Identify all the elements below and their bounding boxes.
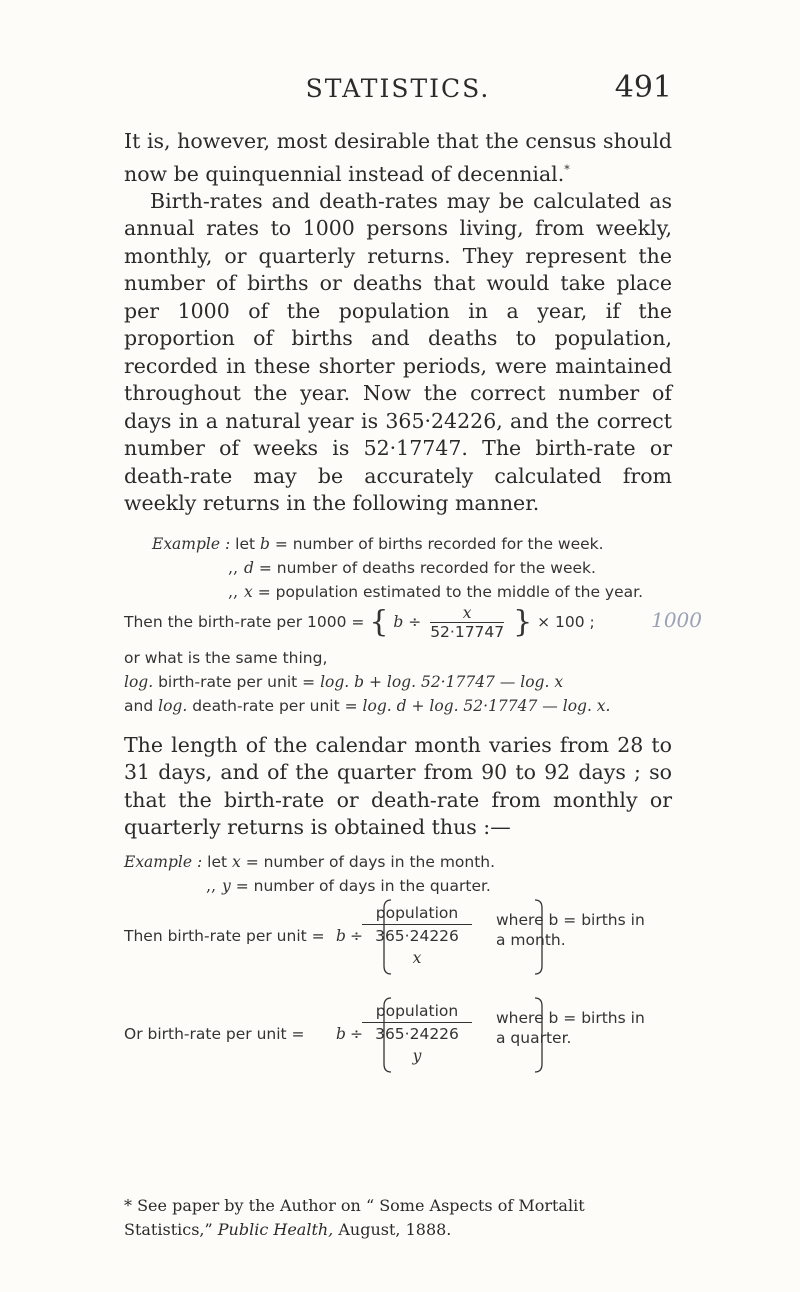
example-monthly <box>124 850 672 1078</box>
example-row: ,, y = number of days in the quarter. <box>206 876 491 895</box>
example-label: Example : <box>124 852 203 871</box>
quarterly-formula: Or birth-rate per unit = b ÷ population 365·24226 y where b = births in a quarter. <box>124 996 672 1078</box>
log-birth-rate: log. birth-rate per unit = log. b + log. 52·17747 — log. x <box>124 672 564 691</box>
alt-lead: or what is the same thing, <box>124 648 328 667</box>
footnote-marker: * <box>564 162 570 176</box>
footnote-marker: * <box>124 1196 132 1215</box>
monthly-formula: Then birth-rate per unit = b ÷ population 365·24226 x where b = births in a month. <box>124 898 672 980</box>
log-death-rate: and log. death-rate per unit = log. d + log. 52·17747 — log. x. <box>124 696 611 715</box>
formula-fraction: population 365·24226 x <box>362 902 472 969</box>
paragraph-census: It is, however, most desirable that the census should now be quinquennial instead of decennial.* <box>124 129 672 186</box>
example-row: ,, x = population estimated to the middle of the year. <box>228 582 644 601</box>
paragraph-rates: Birth-rates and death-rates may be calculated as annual rates to 1000 persons living, from weekly, monthly, or quarterly returns. They represent the number of births or deaths that would take place per 1000 of the population in a year, if the proportion of births and deaths to population, recorded in these shorter periods, were maintained throughout the year. Now the correct number of days in a natural year is 365·24226, and the correct number of weeks is 52·17747. The birth-rate or death-rate may be accurately calculated from weekly returns in the following manner. <box>124 188 672 516</box>
journal-title: Public Health, <box>217 1220 334 1239</box>
birth-rate-formula: Then the birth-rate per 1000 = { b ÷ $\frac{x}{52\cdot 17747}$ } × 100 ; 1000 <box>124 603 702 641</box>
paragraph-calendar: The length of the calendar month varies from 28 to 31 days, and of the quarter from 90 to 92 days ; so that the birth-rate or death-rate from monthly or quarterly returns is obtained thus :— <box>124 732 672 840</box>
example-row: Example : let b = number of births recorded for the week. <box>152 534 604 553</box>
example-row: Example : let x = number of days in the month. <box>124 852 496 871</box>
formula-fraction: population 365·24226 y <box>362 1000 472 1067</box>
footnote: * See paper by the Author on “ Some Aspects of Mortalit Statistics,” Public Health, August, 1888. <box>124 1196 585 1239</box>
page-header <box>124 70 672 114</box>
running-head: STATISTICS. <box>305 74 491 103</box>
example-row: ,, d = number of deaths recorded for the week. <box>228 558 596 577</box>
formula-fraction: $\frac{x}{52\cdot 17747}$ <box>430 603 505 641</box>
margin-annotation: 1000 <box>651 607 702 632</box>
example-label: Example : <box>152 534 231 553</box>
page-body <box>124 128 702 1078</box>
example-weekly <box>124 532 702 718</box>
page-number: 491 <box>614 70 672 105</box>
